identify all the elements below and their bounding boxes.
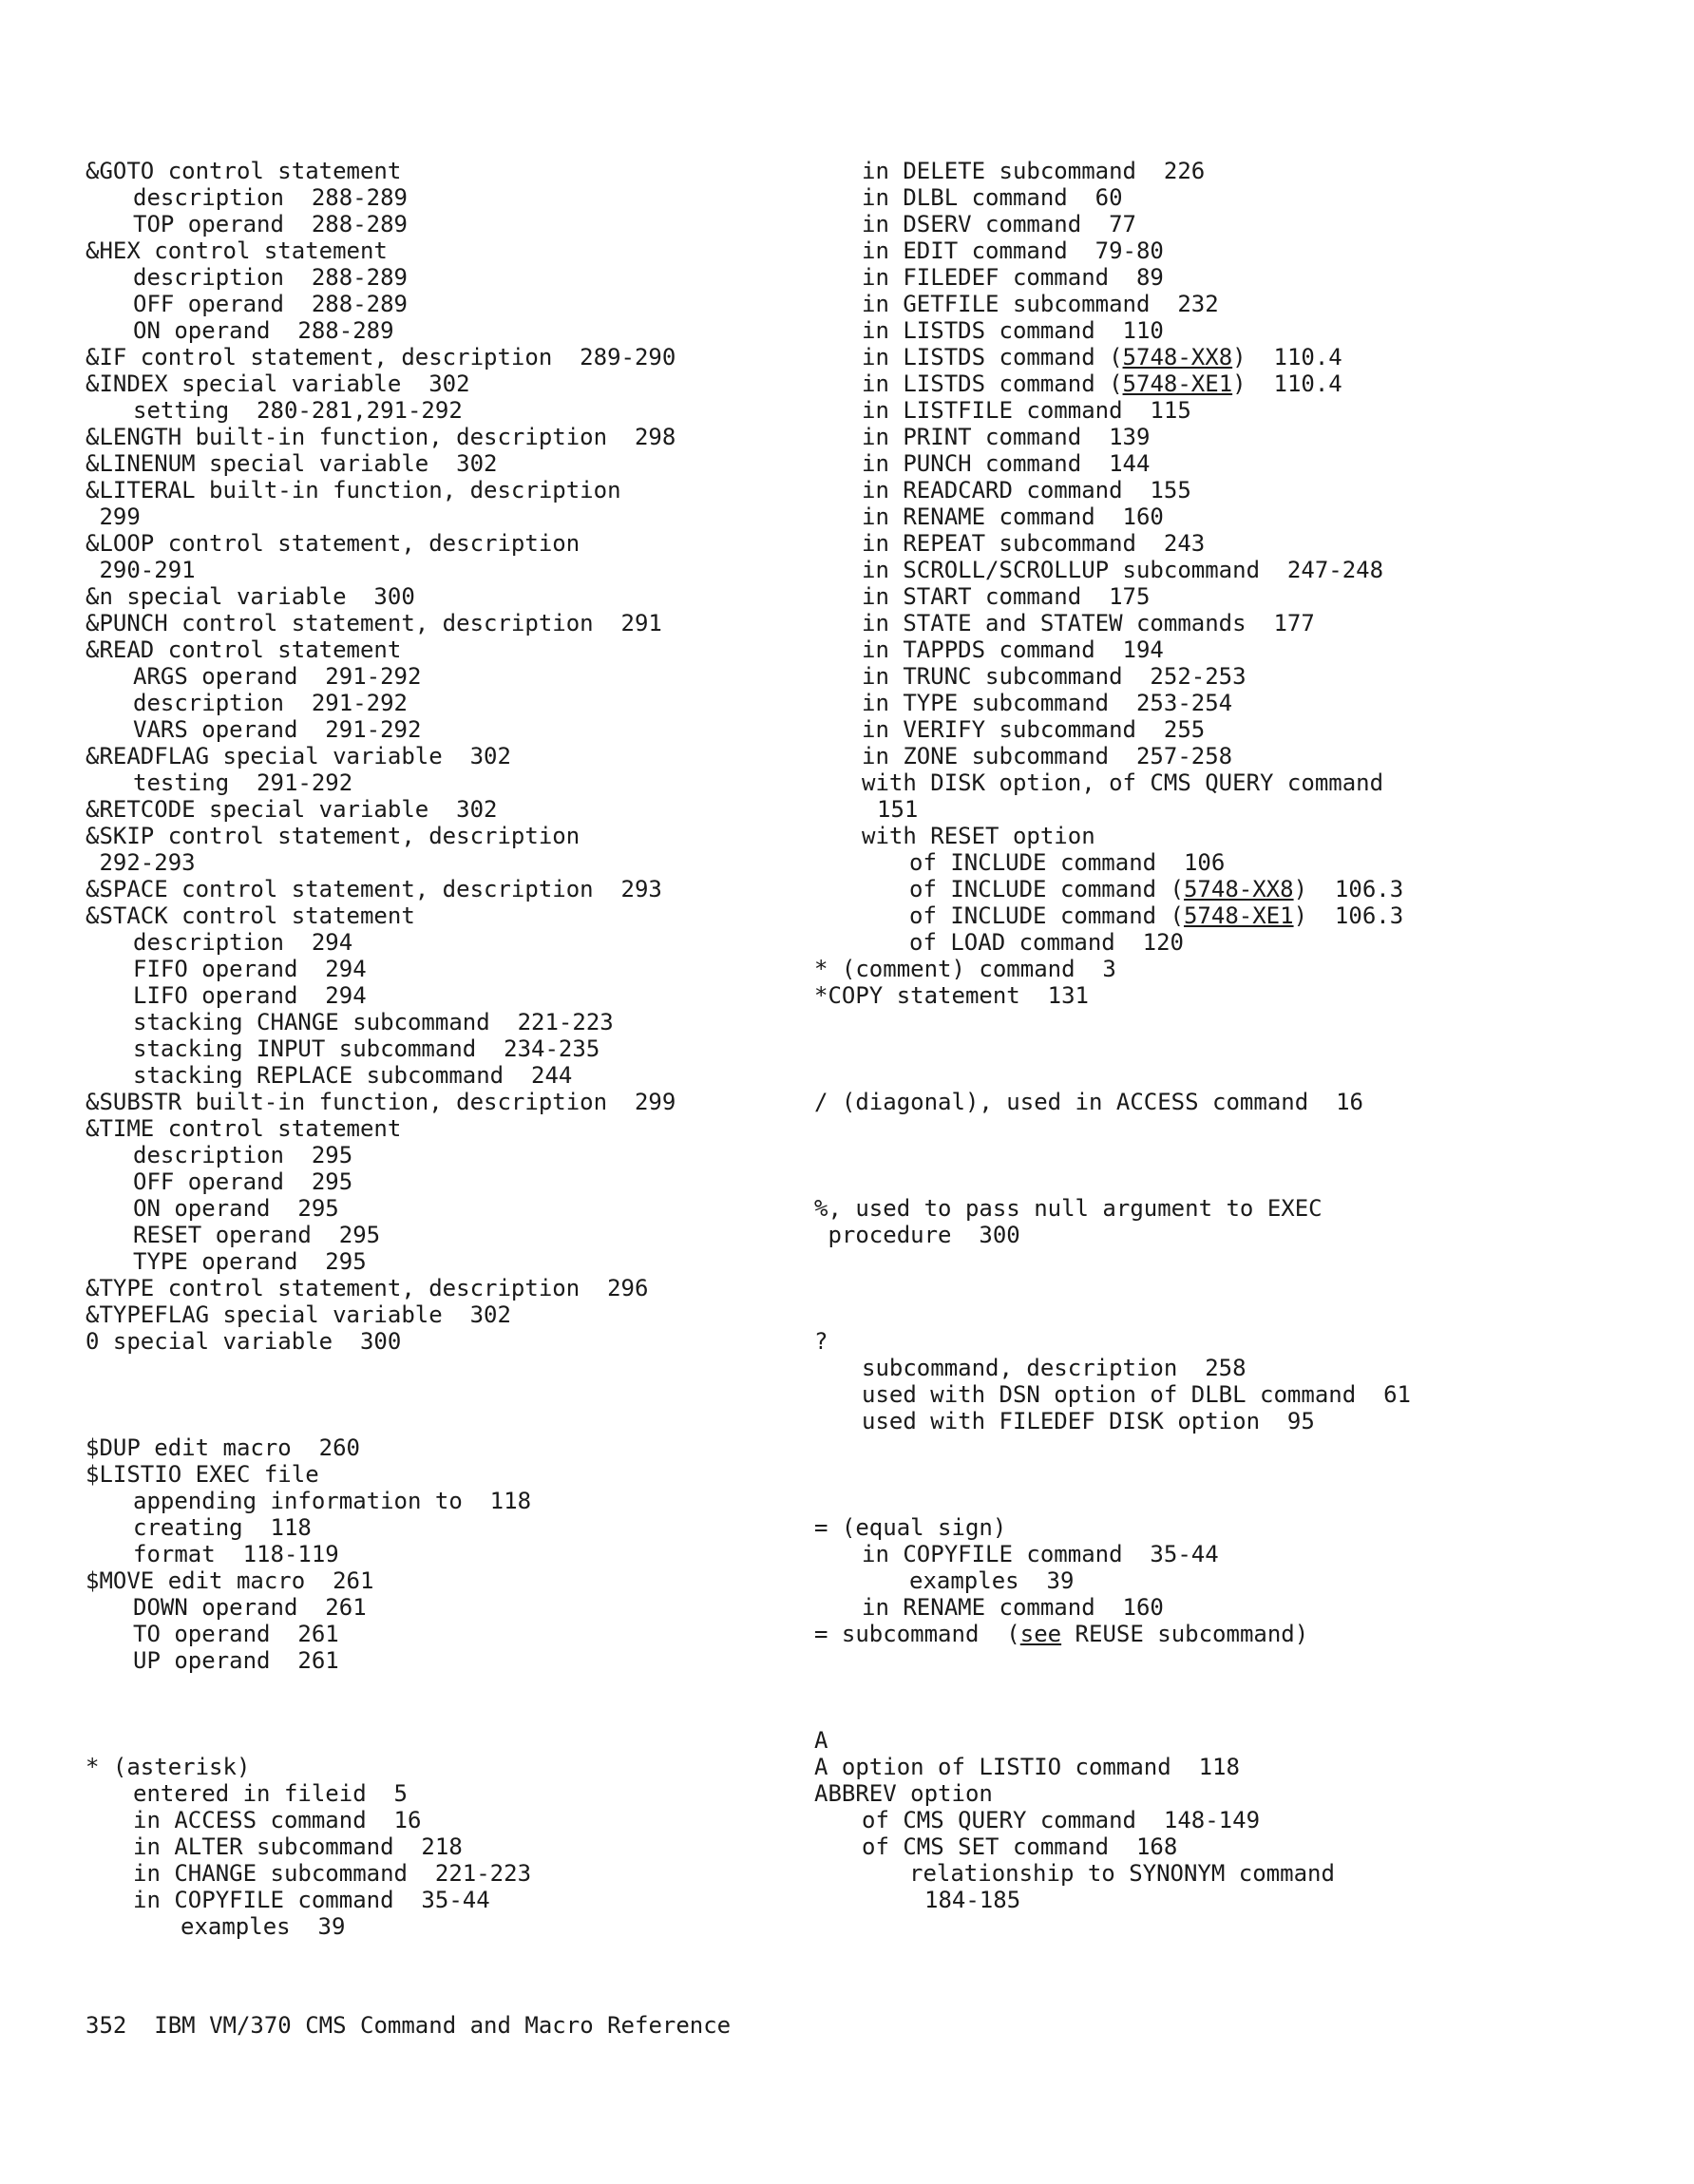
entry-text: &TYPEFLAG special variable 302 [86, 1301, 511, 1328]
entry-text: &READ control statement [86, 636, 402, 663]
index-entry [814, 1754, 1669, 1780]
entry-text: of INCLUDE command ( [909, 902, 1184, 929]
index-entry [814, 743, 1669, 769]
entry-text: in REPEAT subcommand 243 [862, 530, 1206, 557]
index-entry [814, 636, 1669, 663]
entry-text: setting 280-281,291-292 [133, 397, 463, 424]
entry-text: &SKIP control statement, description [86, 823, 581, 849]
blank-line [814, 1488, 1669, 1514]
entry-text: in TYPE subcommand 253-254 [862, 690, 1233, 716]
entry-text: in LISTDS command 110 [862, 317, 1164, 344]
entry-text: $LISTIO EXEC file [86, 1461, 319, 1488]
index-entry [86, 424, 808, 450]
entry-text: in TRUNC subcommand 252-253 [862, 663, 1247, 690]
index-entry [814, 1807, 1669, 1833]
entry-text: &HEX control statement [86, 237, 388, 264]
index-entry [814, 1408, 1669, 1434]
entry-text: 292-293 [86, 849, 196, 876]
entry-text: in LISTFILE command 115 [862, 397, 1191, 424]
entry-text: %, used to pass null argument to EXEC [814, 1195, 1323, 1222]
entry-text: &n special variable 300 [86, 583, 415, 610]
index-column-left [86, 158, 808, 1940]
entry-text: RESET operand 295 [133, 1222, 381, 1248]
blank-line [814, 1115, 1669, 1142]
index-entry [86, 1062, 808, 1089]
index-entry [814, 849, 1669, 876]
index-entry [86, 264, 808, 291]
entry-text: / (diagonal), used in ACCESS command 16 [814, 1089, 1363, 1115]
index-entry [86, 1833, 808, 1860]
index-entry [814, 1833, 1669, 1860]
entry-text: ABBREV option [814, 1780, 993, 1807]
index-entry [814, 902, 1669, 929]
index-entry [86, 370, 808, 397]
index-entry [86, 743, 808, 769]
index-entry [86, 344, 808, 370]
blank-line [814, 1248, 1669, 1275]
index-entry [86, 1248, 808, 1275]
index-entry [814, 876, 1669, 902]
entry-text: of INCLUDE command 106 [909, 849, 1226, 876]
entry-text: &LINENUM special variable 302 [86, 450, 498, 477]
entry-text: FIFO operand 294 [133, 956, 367, 982]
index-entry [814, 477, 1669, 503]
index-entry [814, 397, 1669, 424]
entry-text: creating 118 [133, 1514, 312, 1541]
index-entry [86, 211, 808, 237]
entry-text: with RESET option [862, 823, 1095, 849]
index-entry [814, 1887, 1669, 1913]
index-entry [814, 1621, 1669, 1647]
blank-line [814, 1275, 1669, 1301]
index-entry [86, 317, 808, 344]
index-entry [814, 1727, 1669, 1754]
index-entry [86, 663, 808, 690]
index-entry [86, 583, 808, 610]
index-entry [814, 1594, 1669, 1621]
index-entry [814, 1541, 1669, 1567]
index-entry [86, 1621, 808, 1647]
index-entry [814, 663, 1669, 690]
entry-text: &LOOP control statement, description [86, 530, 581, 557]
index-entry [86, 1168, 808, 1195]
index-entry [86, 1089, 808, 1115]
entry-text: in FILEDEF command 89 [862, 264, 1164, 291]
blank-line [814, 1434, 1669, 1461]
index-entry [86, 1647, 808, 1674]
entry-text: stacking INPUT subcommand 234-235 [133, 1035, 600, 1062]
index-entry [814, 690, 1669, 716]
entry-text: description 291-292 [133, 690, 408, 716]
index-entry [814, 291, 1669, 317]
index-entry [86, 769, 808, 796]
entry-text: with DISK option, of CMS QUERY command [862, 769, 1384, 796]
entry-text: *COPY statement 131 [814, 982, 1089, 1009]
index-entry [86, 636, 808, 663]
index-entry [86, 1328, 808, 1355]
blank-line [86, 1674, 808, 1700]
index-entry [814, 583, 1669, 610]
index-entry [86, 1913, 808, 1940]
index-entry [86, 1594, 808, 1621]
entry-text: &INDEX special variable 302 [86, 370, 470, 397]
entry-text: 151 [877, 796, 919, 823]
entry-text: used with DSN option of DLBL command 61 [862, 1381, 1411, 1408]
index-entry [814, 344, 1669, 370]
index-entry [86, 610, 808, 636]
entry-text: ARGS operand 291-292 [133, 663, 422, 690]
index-entry [814, 929, 1669, 956]
underlined-reference: 5748-XX8 [1122, 344, 1233, 370]
entry-text-after: REUSE subcommand) [1061, 1621, 1309, 1647]
index-entry [86, 237, 808, 264]
entry-text: stacking REPLACE subcommand 244 [133, 1062, 573, 1089]
entry-text: OFF operand 288-289 [133, 291, 408, 317]
entry-text: description 295 [133, 1142, 353, 1168]
blank-line [814, 1168, 1669, 1195]
index-entry [86, 1115, 808, 1142]
entry-text: of CMS QUERY command 148-149 [862, 1807, 1261, 1833]
entry-text: in VERIFY subcommand 255 [862, 716, 1206, 743]
page-number: 352 [86, 2012, 127, 2039]
blank-line [814, 1647, 1669, 1674]
entry-text: in EDIT command 79-80 [862, 237, 1164, 264]
index-entry [814, 424, 1669, 450]
index-entry [86, 982, 808, 1009]
index-entry [86, 184, 808, 211]
entry-text-after: ) 110.4 [1232, 344, 1342, 370]
entry-text: ON operand 288-289 [133, 317, 394, 344]
entry-text: ON operand 295 [133, 1195, 339, 1222]
entry-text: of LOAD command 120 [909, 929, 1184, 956]
entry-text: description 288-289 [133, 184, 408, 211]
index-entry [814, 184, 1669, 211]
entry-text: in RENAME command 160 [862, 1594, 1164, 1621]
index-entry [86, 902, 808, 929]
entry-text: UP operand 261 [133, 1647, 339, 1674]
index-entry [814, 370, 1669, 397]
entry-text: in LISTDS command ( [862, 370, 1123, 397]
index-entry [814, 1514, 1669, 1541]
entry-text: &LITERAL built-in function, description [86, 477, 621, 503]
blank-line [814, 1700, 1669, 1727]
entry-text: 299 [86, 503, 141, 530]
entry-text: of INCLUDE command ( [909, 876, 1184, 902]
book-title: IBM VM/370 CMS Command and Macro Reference [154, 2012, 732, 2039]
entry-text: format 118-119 [133, 1541, 339, 1567]
entry-text: examples 39 [909, 1567, 1075, 1594]
entry-text: &TYPE control statement, description 296 [86, 1275, 649, 1301]
entry-text: in COPYFILE command 35-44 [862, 1541, 1219, 1567]
entry-text: ? [814, 1328, 828, 1355]
entry-text: in RENAME command 160 [862, 503, 1164, 530]
index-entry [814, 317, 1669, 344]
index-entry [86, 1780, 808, 1807]
entry-text: subcommand, description 258 [862, 1355, 1247, 1381]
index-entry [814, 557, 1669, 583]
index-entry [86, 1887, 808, 1913]
entry-text: testing 291-292 [133, 769, 353, 796]
blank-line [814, 1009, 1669, 1035]
index-column-right [814, 158, 1669, 1913]
index-entry [86, 1461, 808, 1488]
index-entry [86, 450, 808, 477]
entry-text: &SUBSTR built-in function, description 299 [86, 1089, 676, 1115]
entry-text: &GOTO control statement [86, 158, 402, 184]
index-entry [814, 1222, 1669, 1248]
entry-text: in TAPPDS command 194 [862, 636, 1164, 663]
entry-text: TYPE operand 295 [133, 1248, 367, 1275]
index-entry [86, 1754, 808, 1780]
entry-text: = subcommand ( [814, 1621, 1020, 1647]
entry-text: &TIME control statement [86, 1115, 402, 1142]
index-entry [86, 158, 808, 184]
entry-text: procedure 300 [814, 1222, 1020, 1248]
entry-text: in COPYFILE command 35-44 [133, 1887, 490, 1913]
index-entry [86, 1434, 808, 1461]
entry-text: stacking CHANGE subcommand 221-223 [133, 1009, 614, 1035]
entry-text: in SCROLL/SCROLLUP subcommand 247-248 [862, 557, 1384, 583]
underlined-reference: 5748-XX8 [1183, 876, 1294, 902]
index-entry [86, 1275, 808, 1301]
entry-text: used with FILEDEF DISK option 95 [862, 1408, 1315, 1434]
blank-line [814, 1674, 1669, 1700]
index-entry [86, 1541, 808, 1567]
entry-text: &RETCODE special variable 302 [86, 796, 498, 823]
underlined-reference: see [1019, 1621, 1062, 1647]
blank-line [86, 1727, 808, 1754]
entry-text: A option of LISTIO command 118 [814, 1754, 1240, 1780]
blank-line [86, 1355, 808, 1381]
entry-text: LIFO operand 294 [133, 982, 367, 1009]
index-entry [86, 1009, 808, 1035]
index-entry [86, 503, 808, 530]
index-entry [814, 158, 1669, 184]
index-entry [814, 1381, 1669, 1408]
entry-text-after: ) 110.4 [1232, 370, 1342, 397]
index-entry [814, 1195, 1669, 1222]
entry-text: &PUNCH control statement, description 291 [86, 610, 662, 636]
entry-text: 0 special variable 300 [86, 1328, 402, 1355]
entry-text: in PUNCH command 144 [862, 450, 1151, 477]
index-entry [814, 530, 1669, 557]
blank-line [814, 1301, 1669, 1328]
blank-line [86, 1381, 808, 1408]
blank-line [86, 1700, 808, 1727]
entry-text: $MOVE edit macro 261 [86, 1567, 374, 1594]
blank-line [814, 1035, 1669, 1062]
index-entry [86, 1860, 808, 1887]
entry-text: &READFLAG special variable 302 [86, 743, 511, 769]
entry-text: &LENGTH built-in function, description 298 [86, 424, 676, 450]
entry-text: 290-291 [86, 557, 196, 583]
index-entry [86, 1567, 808, 1594]
entry-text: in DSERV command 77 [862, 211, 1136, 237]
entry-text: in DLBL command 60 [862, 184, 1123, 211]
entry-text: description 294 [133, 929, 353, 956]
index-entry [86, 956, 808, 982]
entry-text: * (comment) command 3 [814, 956, 1116, 982]
underlined-reference: 5748-XE1 [1122, 370, 1233, 397]
index-entry [814, 796, 1669, 823]
index-entry [86, 876, 808, 902]
entry-text: relationship to SYNONYM command [909, 1860, 1335, 1887]
entry-text: TOP operand 288-289 [133, 211, 408, 237]
entry-text: OFF operand 295 [133, 1168, 353, 1195]
index-entry [814, 264, 1669, 291]
entry-text: in READCARD command 155 [862, 477, 1191, 503]
blank-line [814, 1461, 1669, 1488]
index-entry [814, 956, 1669, 982]
entry-text: VARS operand 291-292 [133, 716, 422, 743]
entry-text: description 288-289 [133, 264, 408, 291]
index-entry [814, 982, 1669, 1009]
entry-text: examples 39 [181, 1913, 346, 1940]
index-entry [86, 1195, 808, 1222]
entry-text: 184-185 [924, 1887, 1021, 1913]
entry-text: entered in fileid 5 [133, 1780, 408, 1807]
index-entry [86, 1488, 808, 1514]
index-entry [86, 929, 808, 956]
underlined-reference: 5748-XE1 [1183, 902, 1294, 929]
entry-text: in START command 175 [862, 583, 1151, 610]
index-entry [814, 1860, 1669, 1887]
index-entry [86, 477, 808, 503]
entry-text: $DUP edit macro 260 [86, 1434, 360, 1461]
entry-text: = (equal sign) [814, 1514, 1007, 1541]
entry-text: in DELETE subcommand 226 [862, 158, 1206, 184]
entry-text: in STATE and STATEW commands 177 [862, 610, 1315, 636]
index-entry [86, 1035, 808, 1062]
index-entry [86, 690, 808, 716]
index-entry [814, 450, 1669, 477]
index-entry [814, 1355, 1669, 1381]
index-entry [814, 769, 1669, 796]
entry-text: &IF control statement, description 289-290 [86, 344, 676, 370]
index-entry [86, 849, 808, 876]
index-entry [86, 1514, 808, 1541]
index-entry [814, 1780, 1669, 1807]
index-entry [814, 1089, 1669, 1115]
index-entry [86, 291, 808, 317]
entry-text-after: ) 106.3 [1293, 902, 1404, 929]
entry-text: in GETFILE subcommand 232 [862, 291, 1219, 317]
entry-text: in ALTER subcommand 218 [133, 1833, 463, 1860]
index-entry [814, 1328, 1669, 1355]
entry-text: A [814, 1727, 828, 1754]
entry-text-after: ) 106.3 [1293, 876, 1404, 902]
entry-text: in PRINT command 139 [862, 424, 1151, 450]
entry-text: in CHANGE subcommand 221-223 [133, 1860, 532, 1887]
index-entry [814, 503, 1669, 530]
entry-text: &SPACE control statement, description 293 [86, 876, 662, 902]
page-footer [86, 2012, 731, 2039]
index-entry [814, 1567, 1669, 1594]
index-entry [86, 1222, 808, 1248]
index-entry [814, 610, 1669, 636]
index-entry [86, 530, 808, 557]
index-entry [86, 1807, 808, 1833]
entry-text: of CMS SET command 168 [862, 1833, 1178, 1860]
entry-text: in LISTDS command ( [862, 344, 1123, 370]
index-entry [86, 1301, 808, 1328]
index-entry [86, 823, 808, 849]
index-entry [814, 237, 1669, 264]
index-entry [86, 1142, 808, 1168]
blank-line [814, 1062, 1669, 1089]
entry-text: &STACK control statement [86, 902, 415, 929]
entry-text: TO operand 261 [133, 1621, 339, 1647]
entry-text: DOWN operand 261 [133, 1594, 367, 1621]
entry-text: in ZONE subcommand 257-258 [862, 743, 1233, 769]
blank-line [814, 1142, 1669, 1168]
entry-text: * (asterisk) [86, 1754, 251, 1780]
blank-line [86, 1408, 808, 1434]
index-entry [814, 211, 1669, 237]
index-entry [86, 557, 808, 583]
index-entry [86, 716, 808, 743]
entry-text: appending information to 118 [133, 1488, 532, 1514]
index-entry [814, 716, 1669, 743]
entry-text: in ACCESS command 16 [133, 1807, 422, 1833]
index-entry [86, 796, 808, 823]
index-entry [86, 397, 808, 424]
index-entry [814, 823, 1669, 849]
